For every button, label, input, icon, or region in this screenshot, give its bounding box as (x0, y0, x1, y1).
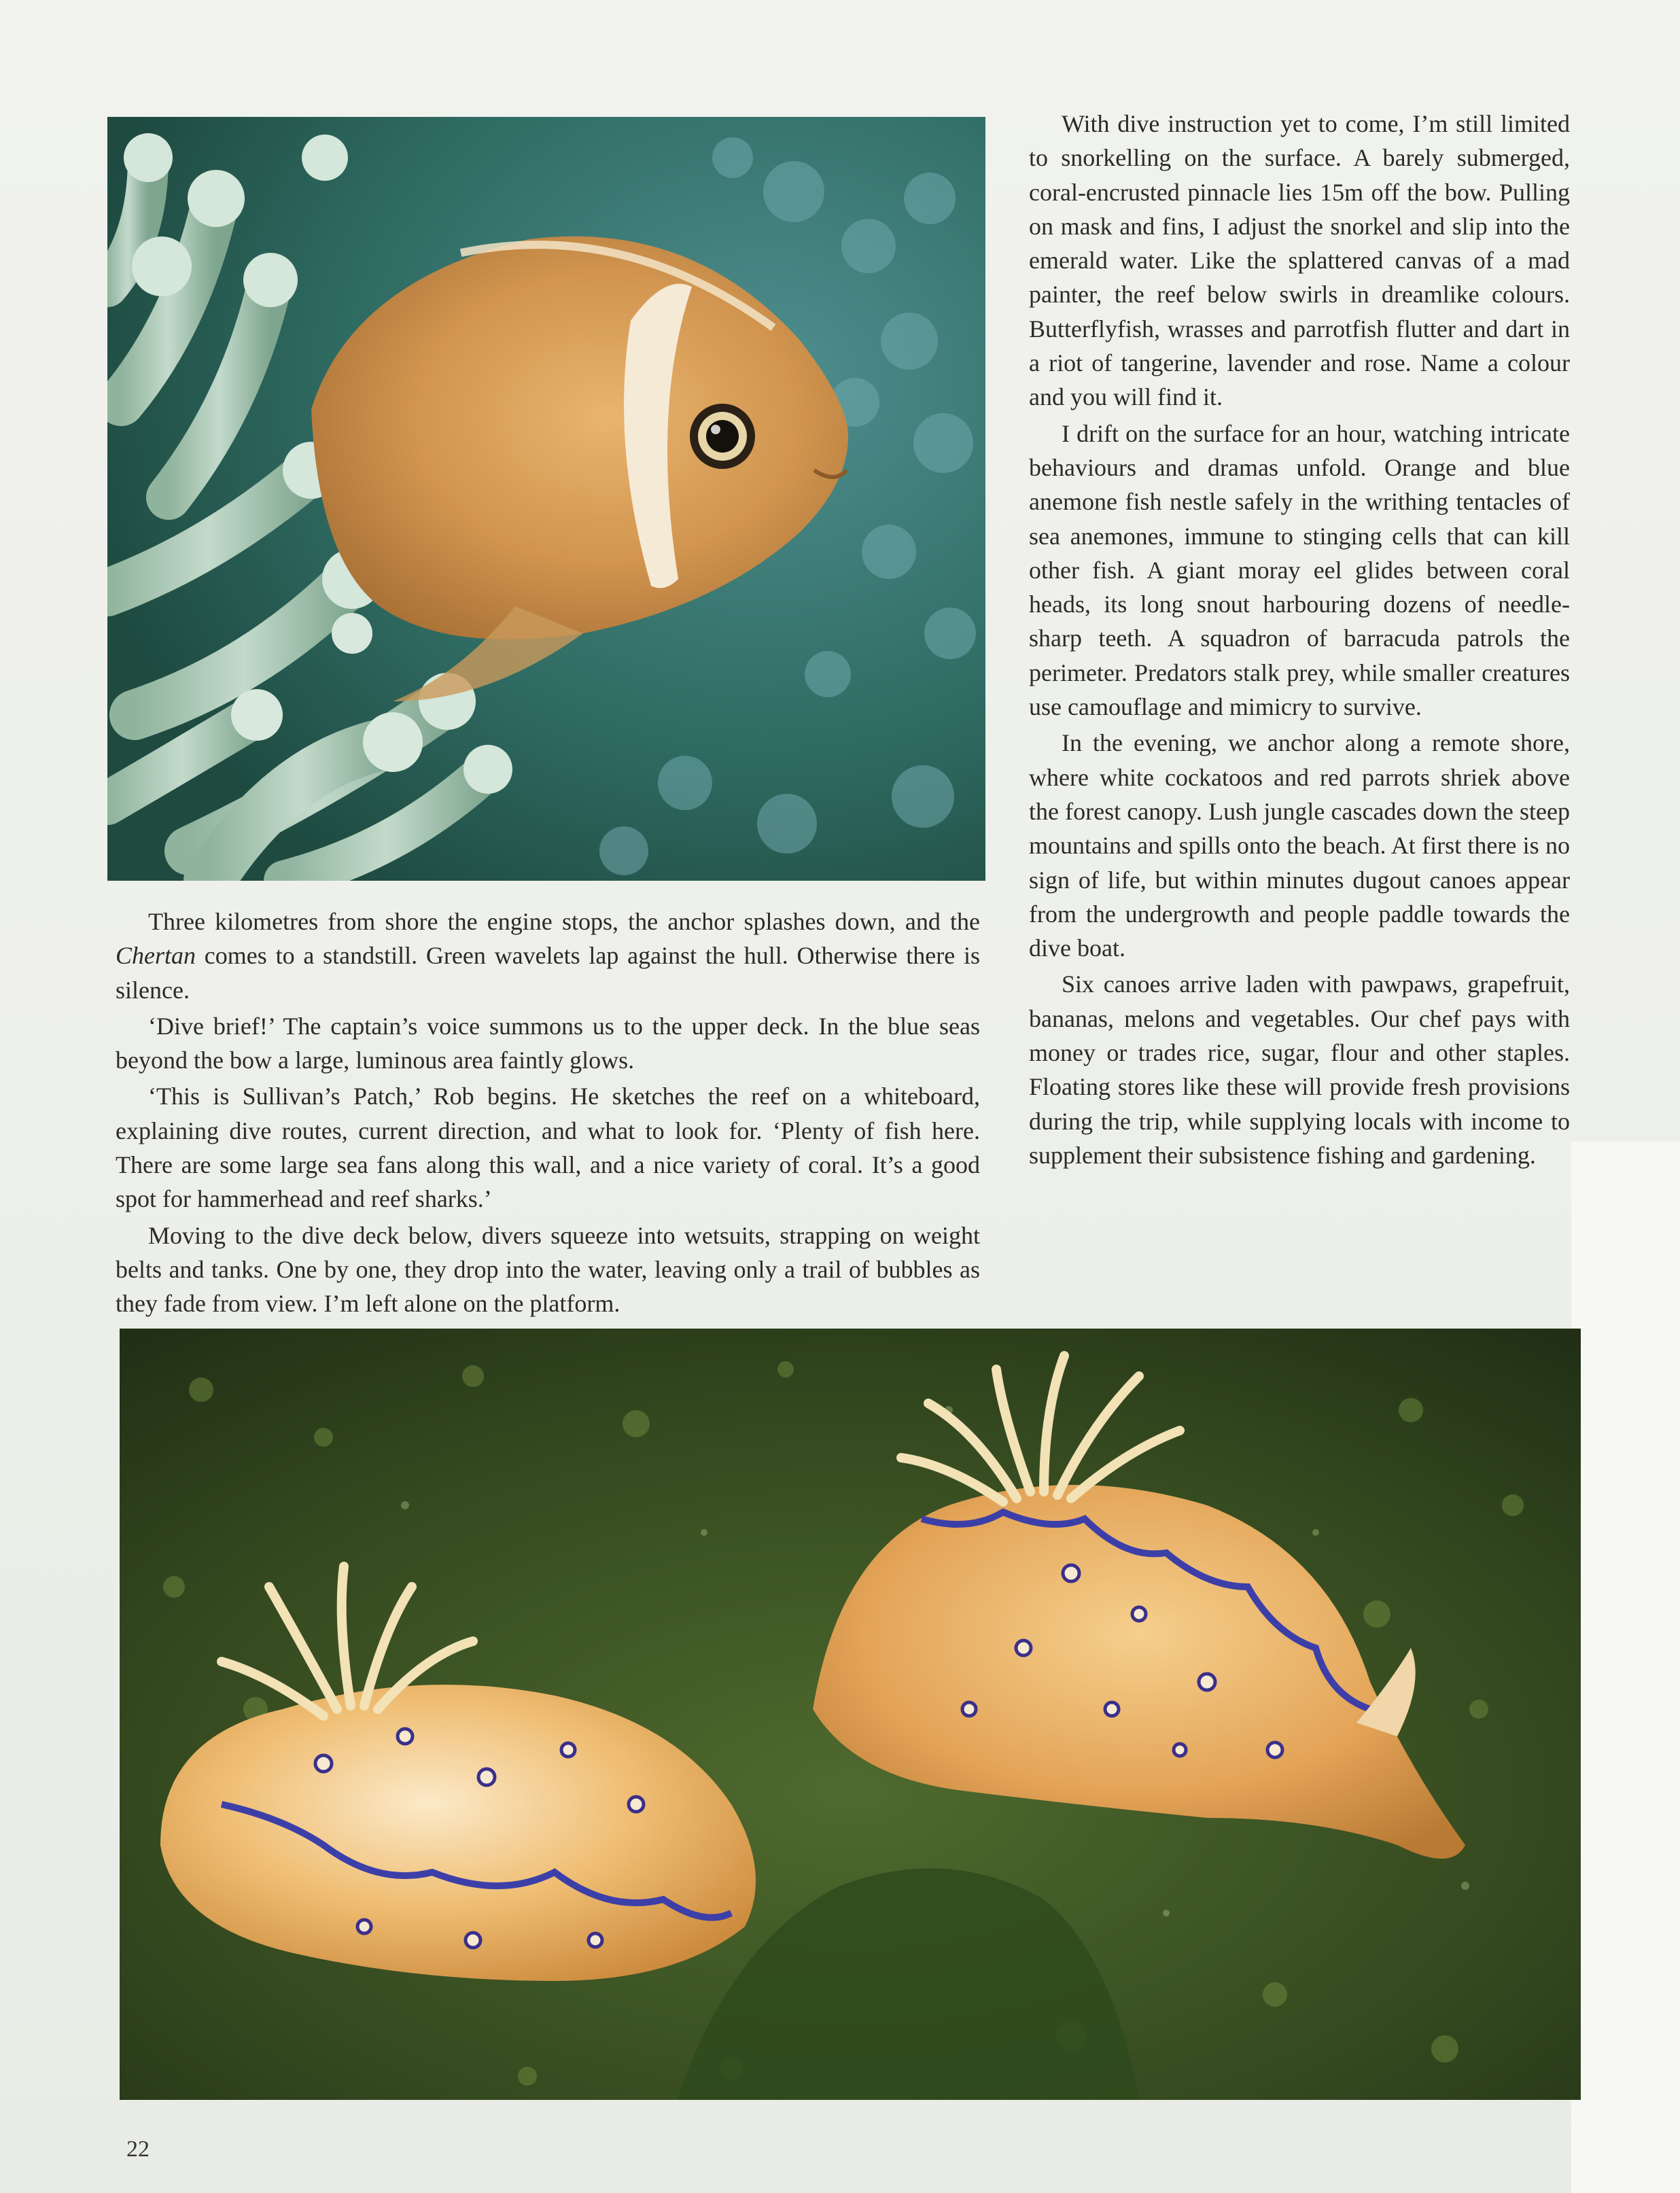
paragraph: Moving to the dive deck below, divers squeeze into wetsuits, strapping on weight belts and tanks. One by one, they drop into the water, leaving only a trail of bubbles as they fade from view. I’m left alone on the platform. (116, 1221, 980, 1318)
left-text-column (116, 905, 980, 1323)
right-text-column (1029, 107, 1570, 1174)
nudibranch-photo (120, 1329, 1581, 2100)
paragraph: ‘Dive brief!’ The captain’s voice summons us to the upper deck. In the blue seas beyond the bow a large, luminous area faintly glows. (116, 1012, 980, 1074)
paragraph-text: comes to a standstill. Green wavelets lap against the hull. Otherwise there is silence. (116, 942, 980, 1004)
paragraph: ‘This is Sullivan’s Patch,’ Rob begins. He sketches the reef on a whiteboard, explaining dive routes, current direction, and what to look for. ‘Plenty of fish here. There are some large sea fans along this wall, and a nice variety of coral. It’s a good spot for hammerhead and reef sharks.’ (116, 1083, 980, 1213)
paragraph: I drift on the surface for an hour, watching intricate behaviours and dramas unfold. Orange and blue anemone fish nestle safely in the writhing tentacles of sea anemones, immune to stinging cells that can kill other fish. A giant moray eel glides between coral heads, its long snout harbouring dozens of needle-sharp teeth. A squadron of barracuda patrols the perimeter. Predators stalk prey, while smaller creatures use camouflage and mimicry to survive. (1029, 419, 1570, 721)
page-edge (1571, 1142, 1680, 2193)
paragraph: With dive instruction yet to come, I’m still limited to snorkelling on the surface. A barely submerged, coral-encrusted pinnacle lies 15m off the bow. Pulling on mask and fins, I adjust the snorkel and slip into the emerald water. Like the splattered canvas of a mad painter, the reef below swirls in dreamlike colours. Butterflyfish, wrasses and parrotfish flutter and dart in a riot of tangerine, lavender and rose. Name a colour and you will find it. (1029, 110, 1570, 411)
page-number: 22 (126, 2137, 150, 2162)
clownfish-photo (107, 117, 985, 881)
paragraph: Six canoes arrive laden with pawpaws, grapefruit, bananas, melons and vegetables. Our chef pays with money or trades rice, sugar, flour and other staples. Floating stores like these will provide fresh provisions during the trip, while supplying locals with income to supplement their subsistence fishing and gardening. (1029, 970, 1570, 1169)
nudibranch-illustration (120, 1329, 1581, 2100)
clownfish-illustration (107, 117, 985, 881)
paragraph: In the evening, we anchor along a remote shore, where white cockatoos and red parrots shriek above the forest canopy. Lush jungle cascades down the steep mountains and spills onto the beach. At first there is no sign of life, but within minutes dugout canoes appear from the undergrowth and people paddle towards the dive boat. (1029, 729, 1570, 962)
paragraph-text: Three kilometres from shore the engine stops, the anchor splashes down, and the (148, 908, 980, 935)
paragraph (116, 905, 980, 1007)
vessel-name: Chertan (116, 942, 196, 970)
